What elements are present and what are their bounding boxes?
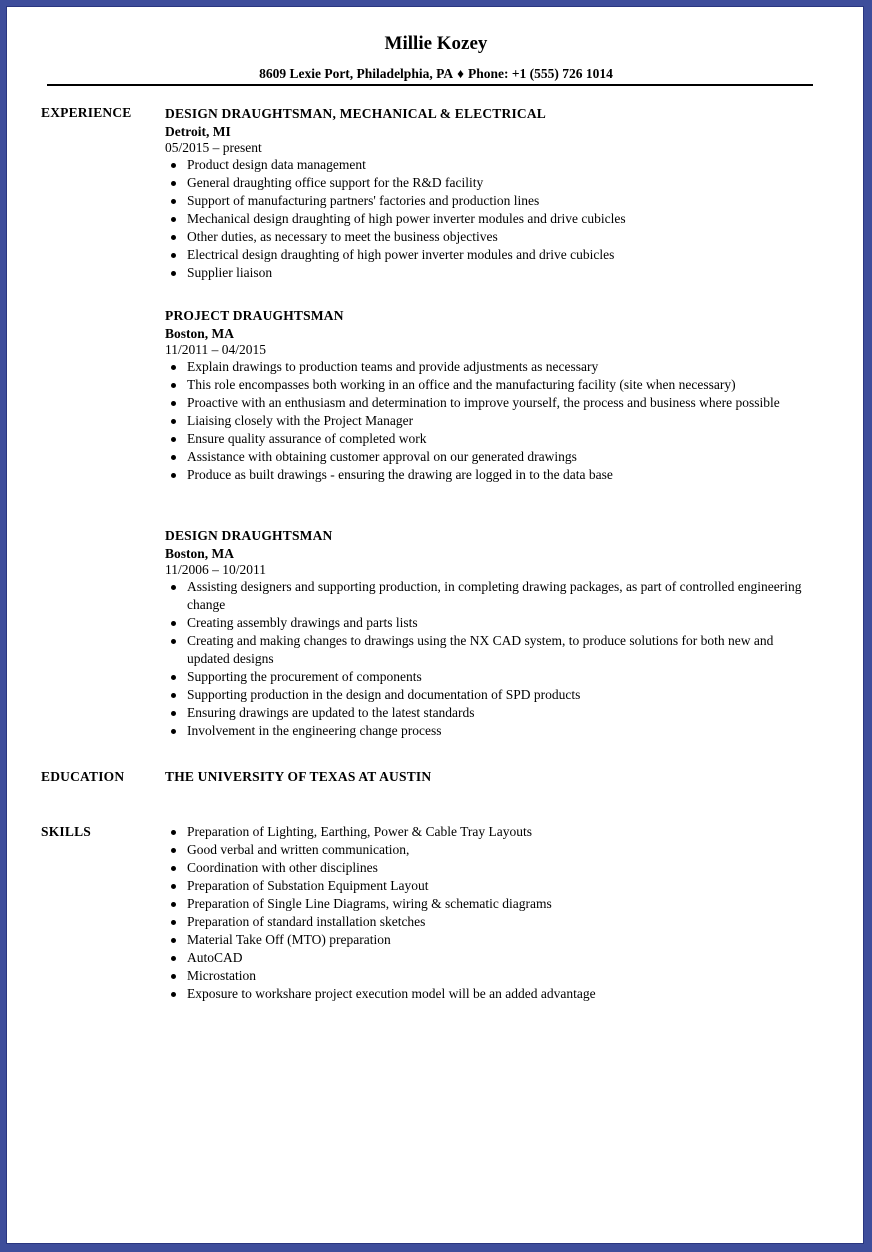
bullet-icon [171, 830, 176, 835]
bullet-icon [171, 217, 176, 222]
contact-address: 8609 Lexie Port, Philadelphia, PA [259, 66, 454, 81]
job-location: Boston, MA [165, 546, 235, 561]
list-item: Other duties, as necessary to meet the business objectives [165, 228, 815, 246]
bullet-icon [171, 473, 176, 478]
experience-job-2 [165, 306, 815, 484]
list-item: AutoCAD [165, 949, 815, 967]
list-item: Good verbal and written communication, [165, 841, 815, 859]
education-entry [165, 767, 815, 787]
list-item: Supporting production in the design and documentation of SPD products [165, 686, 815, 704]
list-item: Assisting designers and supporting production, in completing drawing packages, as part of controlled engineering change [165, 578, 815, 614]
contact-phone: Phone: +1 (555) 726 1014 [467, 66, 613, 81]
list-item: Liaising closely with the Project Manager [165, 412, 815, 430]
list-item: Preparation of Substation Equipment Layout [165, 877, 815, 895]
bullet-icon [171, 419, 176, 424]
bullet-icon [171, 181, 176, 186]
list-item: Produce as built drawings - ensuring the drawing are logged in to the data base [165, 466, 815, 484]
diamond-separator-icon: ♦ [457, 66, 464, 81]
bullet-icon [171, 884, 176, 889]
list-item: Supplier liaison [165, 264, 815, 282]
bullet-icon [171, 455, 176, 460]
list-item: Explain drawings to production teams and provide adjustments as necessary [165, 358, 815, 376]
bullet-icon [171, 992, 176, 997]
list-item: Exposure to workshare project execution model will be an added advantage [165, 985, 815, 1003]
bullet-icon [171, 693, 176, 698]
bullet-icon [171, 199, 176, 204]
skills-list-block [165, 823, 815, 1003]
bullet-icon [171, 163, 176, 168]
list-item: General draughting office support for the R&D facility [165, 174, 815, 192]
bullet-icon [171, 401, 176, 406]
bullet-icon [171, 920, 176, 925]
list-item: Microstation [165, 967, 815, 985]
bullet-icon [171, 383, 176, 388]
contact-line [7, 66, 865, 82]
list-item: Support of manufacturing partners' factories and production lines [165, 192, 815, 210]
bullet-icon [171, 938, 176, 943]
bullet-icon [171, 235, 176, 240]
bullet-icon [171, 639, 176, 644]
bullet-icon [171, 956, 176, 961]
list-item: Material Take Off (MTO) preparation [165, 931, 815, 949]
candidate-name: Millie Kozey [384, 33, 488, 54]
job-dates: 11/2006 – 10/2011 [165, 562, 266, 577]
bullet-icon [171, 675, 176, 680]
header-divider [47, 84, 813, 86]
list-item: Preparation of standard installation sketches [165, 913, 815, 931]
list-item: Creating assembly drawings and parts lists [165, 614, 815, 632]
section-label-skills: SKILLS [41, 824, 91, 839]
list-item: Product design data management [165, 156, 815, 174]
section-label-education: EDUCATION [41, 769, 125, 784]
job-title: PROJECT DRAUGHTSMAN [165, 308, 344, 323]
experience-job-1 [165, 104, 815, 282]
list-item: Involvement in the engineering change process [165, 722, 815, 740]
bullet-icon [171, 974, 176, 979]
job-dates: 11/2011 – 04/2015 [165, 342, 266, 357]
resume-page [6, 6, 864, 1244]
list-item: Ensuring drawings are updated to the latest standards [165, 704, 815, 722]
section-label-experience: EXPERIENCE [41, 105, 132, 120]
bullet-icon [171, 365, 176, 370]
list-item: Preparation of Lighting, Earthing, Power & Cable Tray Layouts [165, 823, 815, 841]
skills-list [165, 823, 815, 1003]
list-item: Electrical design draughting of high power inverter modules and drive cubicles [165, 246, 815, 264]
list-item: Preparation of Single Line Diagrams, wiring & schematic diagrams [165, 895, 815, 913]
list-item: Assistance with obtaining customer approval on our generated drawings [165, 448, 815, 466]
bullet-icon [171, 848, 176, 853]
bullet-icon [171, 437, 176, 442]
list-item: This role encompasses both working in an office and the manufacturing facility (site when necessary) [165, 376, 815, 394]
list-item: Supporting the procurement of components [165, 668, 815, 686]
list-item: Proactive with an enthusiasm and determination to improve yourself, the process and business where possible [165, 394, 815, 412]
job-duties [165, 358, 815, 484]
bullet-icon [171, 271, 176, 276]
job-location: Boston, MA [165, 326, 235, 341]
list-item: Ensure quality assurance of completed work [165, 430, 815, 448]
bullet-icon [171, 621, 176, 626]
job-title: DESIGN DRAUGHTSMAN, MECHANICAL & ELECTRICAL [165, 106, 547, 121]
list-item: Coordination with other disciplines [165, 859, 815, 877]
job-duties [165, 578, 815, 740]
job-title: DESIGN DRAUGHTSMAN [165, 528, 333, 543]
bullet-icon [171, 711, 176, 716]
bullet-icon [171, 253, 176, 258]
job-dates: 05/2015 – present [165, 140, 262, 155]
job-duties [165, 156, 815, 282]
list-item: Mechanical design draughting of high power inverter modules and drive cubicles [165, 210, 815, 228]
experience-job-3 [165, 526, 815, 740]
school-name: THE UNIVERSITY OF TEXAS AT AUSTIN [165, 769, 432, 784]
job-location: Detroit, MI [165, 124, 231, 139]
bullet-icon [171, 866, 176, 871]
list-item: Creating and making changes to drawings using the NX CAD system, to produce solutions for both new and updated designs [165, 632, 815, 668]
bullet-icon [171, 585, 176, 590]
bullet-icon [171, 729, 176, 734]
bullet-icon [171, 902, 176, 907]
